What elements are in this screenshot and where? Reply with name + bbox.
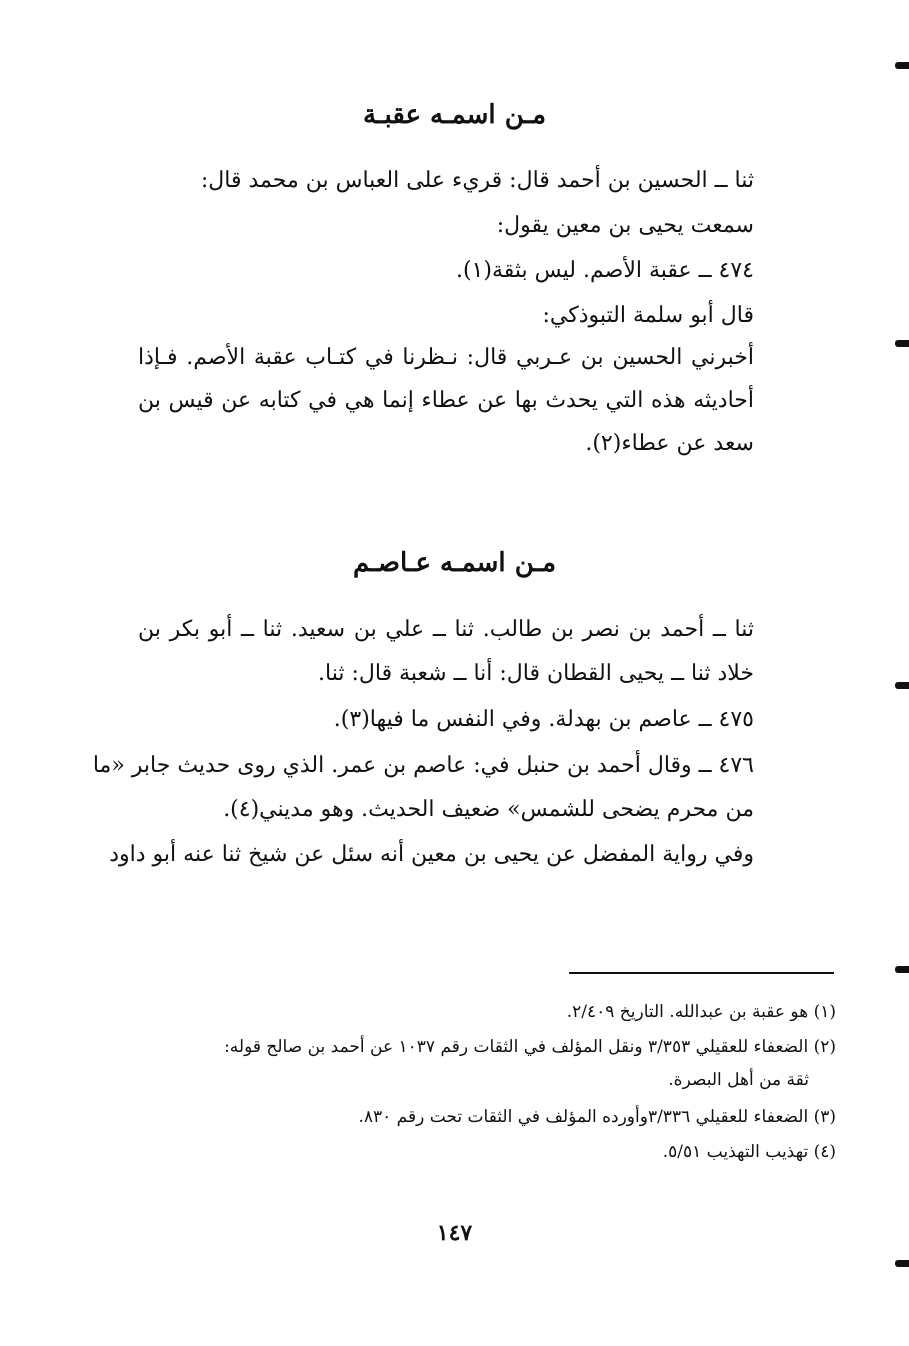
section-heading-uqba: مـن اسمـه عقبـة (362, 100, 547, 130)
text-line: سمعت يحيى بن معين يقول: (496, 213, 754, 238)
footnote-3: (٣) الضعفاء للعقيلي ٣/٣٣٦وأورده المؤلف في الثقات تحت رقم ٨٣٠. (358, 1107, 836, 1127)
scan-edge-mark (895, 340, 909, 347)
footnote-1: (١) هو عقبة بن عبدالله. التاريخ ٢/٤٠٩. (566, 1002, 836, 1022)
scan-edge-mark (895, 966, 909, 973)
text-line: ثنا ــ أحمد بن نصر بن طالب. ثنا ــ علي بن سعيد. ثنا ــ أبو بكر بن (138, 617, 754, 642)
footnote-2: (٢) الضعفاء للعقيلي ٣/٣٥٣ ونقل المؤلف في الثقات رقم ١٠٣٧ عن أحمد بن صالح قوله: (224, 1037, 836, 1057)
text-line: قال أبو سلمة التبوذكي: (542, 303, 754, 328)
text-line: خلاد ثنا ــ يحيى القطان قال: أنا ــ شعبة قال: ثنا. (318, 661, 754, 686)
text-line: أخبرني الحسين بن عـربي قال: نـظرنا في كتـاب عقبة الأصم. فـإذا (138, 345, 754, 370)
footnote-4: (٤) تهذيب التهذيب ٥/٥١. (662, 1142, 836, 1162)
text-line: ثنا ــ الحسين بن أحمد قال: قريء على العباس بن محمد قال: (200, 168, 754, 193)
text-line: من محرم يضحى للشمس» ضعيف الحديث. وهو مديني(٤). (223, 797, 754, 822)
section-heading-asim: مـن اسمـه عـاصـم (352, 548, 557, 578)
entry-475: ٤٧٥ ــ عاصم بن بهدلة. وفي النفس ما فيها(٣). (333, 707, 754, 732)
text-line: أحاديثه هذه التي يحدث بها عن عطاء إنما هي في كتابه عن قيس بن (138, 388, 755, 413)
footnote-divider (569, 972, 834, 974)
entry-474: ٤٧٤ ــ عقبة الأصم. ليس بثقة(١). (455, 258, 754, 283)
footnote-2-continued: ثقة من أهل البصرة. (668, 1070, 809, 1090)
scan-edge-mark (895, 682, 909, 689)
entry-476: ٤٧٦ ــ وقال أحمد بن حنبل في: عاصم بن عمر. الذي روى حديث جابر «ما (92, 753, 754, 778)
scan-edge-mark (895, 62, 909, 69)
text-line: وفي رواية المفضل عن يحيى بن معين أنه سئل عن شيخ ثنا عنه أبو داود (109, 842, 754, 867)
scan-edge-mark (895, 1260, 909, 1267)
page-number: ١٤٧ (436, 1220, 473, 1246)
text-line: سعد عن عطاء(٢). (585, 431, 754, 456)
